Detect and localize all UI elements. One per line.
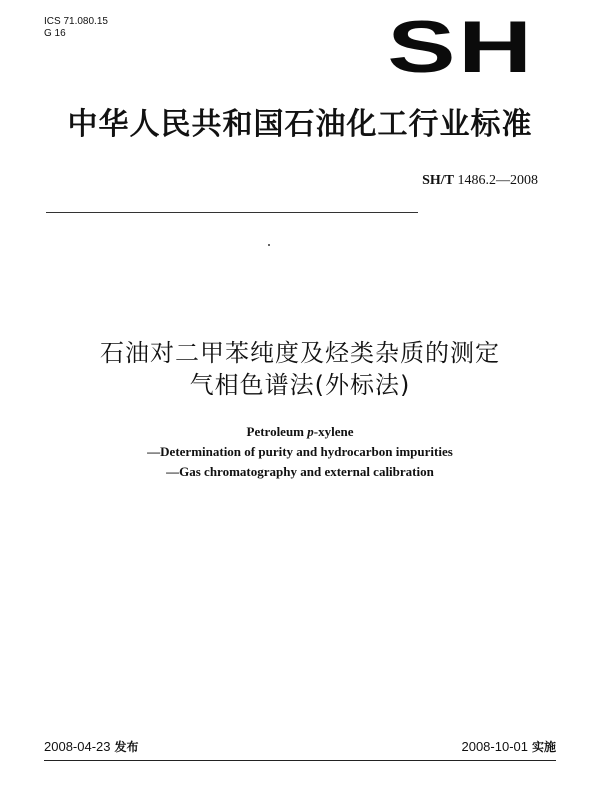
standard-number-prefix: SH/T xyxy=(422,173,454,188)
english-title-line-2: —Determination of purity and hydrocarbon impurities xyxy=(147,444,453,459)
ics-code: ICS 71.080.15 xyxy=(44,16,108,27)
sh-logo: SH xyxy=(387,5,535,88)
english-title-pre: Petroleum xyxy=(246,424,308,439)
implement-date xyxy=(461,739,556,755)
print-speck xyxy=(268,244,270,246)
classification-codes xyxy=(44,16,108,40)
class-code: G 16 xyxy=(44,28,66,39)
english-title-italic: p xyxy=(307,424,314,439)
industry-standard-title: 中华人民共和国石油化工行业标准 xyxy=(67,107,533,142)
english-title-post: -xylene xyxy=(313,424,354,439)
bottom-divider xyxy=(44,760,556,761)
chinese-title-line-2: 气相色谱法(外标法) xyxy=(189,371,411,399)
implement-date-value: 2008-10-01 xyxy=(461,739,528,754)
issue-label: 发布 xyxy=(114,740,139,754)
top-divider xyxy=(46,212,418,213)
chinese-title-line-1: 石油对二甲苯纯度及烃类杂质的测定 xyxy=(100,339,500,367)
english-title-line-3: —Gas chromatography and external calibration xyxy=(166,464,434,479)
issue-date xyxy=(44,739,139,755)
standard-number-value: 1486.2—2008 xyxy=(457,173,538,188)
standard-number xyxy=(422,172,538,190)
issue-date-value: 2008-04-23 xyxy=(44,739,111,754)
english-title-line-1 xyxy=(0,423,600,441)
implement-label: 实施 xyxy=(531,740,556,754)
